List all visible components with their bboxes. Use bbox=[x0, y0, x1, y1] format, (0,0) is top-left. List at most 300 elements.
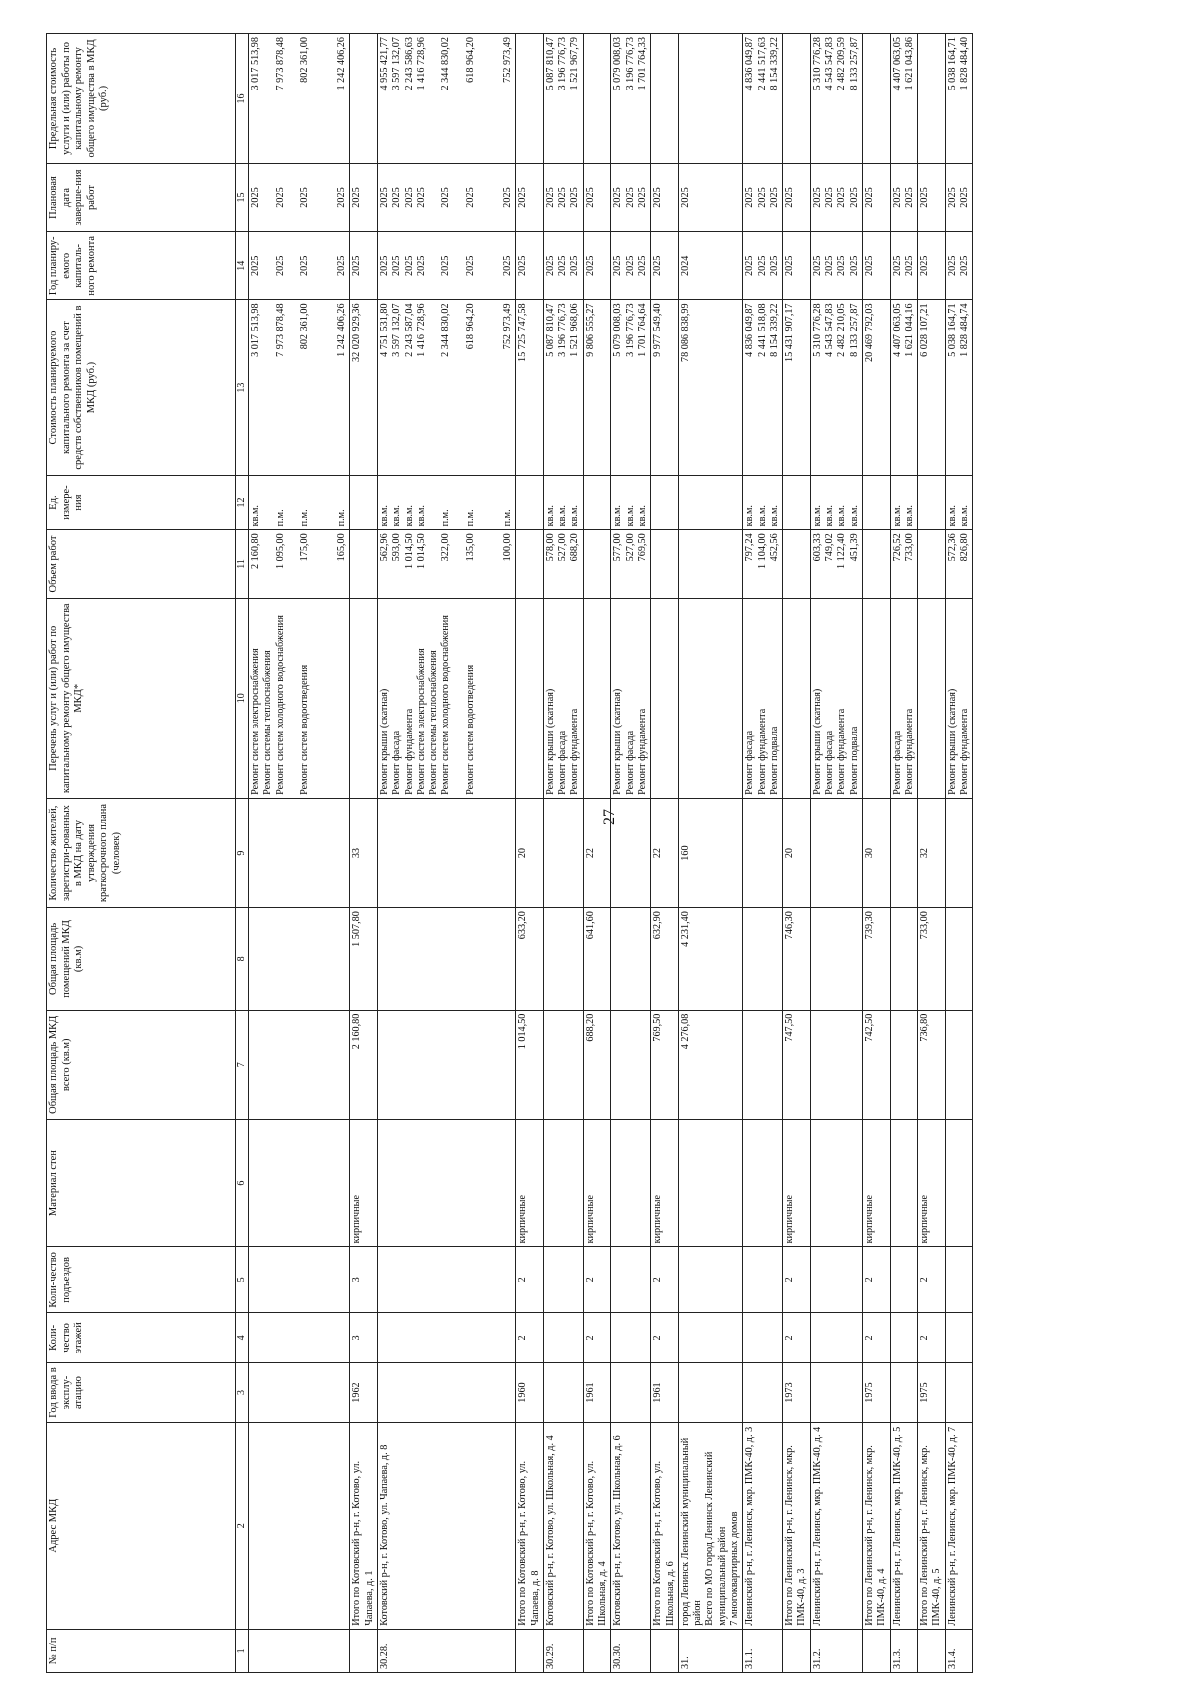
table-cell bbox=[810, 908, 862, 1010]
cell-line: 2025 bbox=[959, 255, 971, 276]
table-cell: 31.1. bbox=[743, 1629, 783, 1672]
header-cell: Материал стен bbox=[47, 1119, 236, 1246]
cell-line: 2025 bbox=[768, 255, 780, 276]
cell-line: Ремонт систем водоотведения bbox=[465, 664, 477, 795]
table-cell bbox=[862, 475, 890, 530]
table-cell: 20 bbox=[516, 798, 544, 907]
cell-line: 688,20 bbox=[569, 533, 581, 562]
table-cell bbox=[377, 300, 515, 475]
cell-line: 802 361,00 bbox=[299, 37, 311, 83]
column-number: 4 bbox=[236, 1313, 249, 1363]
table-cell: 2025 bbox=[918, 163, 946, 231]
cell-line bbox=[262, 37, 274, 160]
table-cell bbox=[810, 1363, 862, 1422]
table-cell bbox=[743, 1313, 783, 1363]
table-cell bbox=[611, 34, 651, 164]
table-cell: 2025 bbox=[651, 232, 679, 300]
table-cell bbox=[783, 530, 811, 598]
table-row bbox=[810, 34, 862, 1673]
cell-line: кв.м. bbox=[891, 505, 903, 527]
cell-line: Ремонт систем электроснабжения bbox=[415, 648, 427, 795]
cell-line: 5 079 008,03 bbox=[612, 303, 624, 357]
table-cell bbox=[945, 475, 973, 530]
cell-line bbox=[453, 533, 465, 594]
table-cell bbox=[543, 232, 583, 300]
cell-line: 5 038 164,71 bbox=[946, 303, 958, 357]
table-cell bbox=[611, 908, 651, 1010]
table-cell: 1975 bbox=[918, 1363, 946, 1422]
cell-line bbox=[311, 167, 323, 228]
cell-line: Ремонт крыши (скатная) bbox=[946, 688, 958, 795]
table-cell: 32 020 929,36 bbox=[350, 300, 378, 475]
cell-line: 5 038 164,71 bbox=[946, 37, 958, 91]
cell-line: 2025 bbox=[768, 187, 780, 208]
cell-line bbox=[324, 235, 336, 296]
column-number: 1 bbox=[236, 1629, 249, 1672]
cell-line: п.м. bbox=[501, 509, 513, 527]
table-cell bbox=[611, 475, 651, 530]
table-cell bbox=[678, 34, 742, 164]
cell-line: 2025 bbox=[811, 187, 823, 208]
table-cell bbox=[743, 598, 783, 798]
cell-line bbox=[262, 479, 274, 527]
table-cell: Итого по Котовский р-н, г. Котово, ул. Школьная, д. 4 bbox=[583, 1422, 611, 1629]
cell-line: 2025 bbox=[336, 255, 348, 276]
cell-line: п.м. bbox=[336, 509, 348, 527]
table-cell bbox=[377, 1247, 515, 1313]
cell-line: кв.м. bbox=[768, 505, 780, 527]
cell-line: 2025 bbox=[836, 255, 848, 276]
table-cell bbox=[377, 530, 515, 598]
table-cell: 20 469 792,03 bbox=[862, 300, 890, 475]
table-cell bbox=[743, 798, 783, 907]
cell-line: 2025 bbox=[946, 187, 958, 208]
cell-line bbox=[490, 479, 502, 527]
table-cell: 1961 bbox=[651, 1363, 679, 1422]
cell-line: 7 973 878,48 bbox=[274, 37, 286, 91]
column-number: 11 bbox=[236, 530, 249, 598]
table-cell bbox=[810, 300, 862, 475]
header-cell: № п/п bbox=[47, 1629, 236, 1672]
table-cell: 31.3. bbox=[890, 1629, 918, 1672]
table-cell: 747,50 bbox=[783, 1010, 811, 1119]
cell-line bbox=[262, 235, 274, 296]
cell-line: 2 160,80 bbox=[250, 533, 261, 569]
cell-line: 5 310 776,28 bbox=[811, 303, 823, 357]
cell-line bbox=[490, 533, 502, 594]
table-cell bbox=[516, 530, 544, 598]
table-cell bbox=[810, 232, 862, 300]
table-cell bbox=[945, 908, 973, 1010]
cell-line: 2025 bbox=[946, 255, 958, 276]
table-cell bbox=[543, 908, 583, 1010]
cell-line: 5 087 810,47 bbox=[544, 37, 556, 91]
cell-line: 1 828 484,74 bbox=[959, 303, 971, 357]
cell-line: 2 482 209,59 bbox=[836, 37, 848, 91]
table-cell bbox=[543, 163, 583, 231]
table-cell: 2025 bbox=[516, 232, 544, 300]
cell-line: 1 521 967,79 bbox=[569, 37, 581, 91]
table-cell bbox=[678, 1422, 742, 1629]
table-cell bbox=[611, 300, 651, 475]
cell-line: 8 154 339,22 bbox=[768, 303, 780, 357]
cell-line: 2025 bbox=[744, 187, 756, 208]
cell-line: 4 751 531,80 bbox=[378, 303, 390, 357]
cell-line: 618 964,20 bbox=[465, 37, 477, 83]
table-row-total bbox=[783, 34, 811, 1673]
cell-line bbox=[324, 303, 336, 471]
table-row bbox=[543, 34, 583, 1673]
cell-line: кв.м. bbox=[824, 505, 836, 527]
cell-line: кв.м. bbox=[636, 505, 648, 527]
cell-line: 2025 bbox=[250, 255, 261, 276]
cell-line: 1 242 406,26 bbox=[336, 37, 348, 91]
table-cell bbox=[249, 1313, 350, 1363]
table-cell: 1960 bbox=[516, 1363, 544, 1422]
table-cell bbox=[810, 598, 862, 798]
cell-line: 5 079 008,03 bbox=[612, 37, 624, 91]
cell-line: кв.м. bbox=[403, 505, 415, 527]
table-cell bbox=[651, 475, 679, 530]
table-cell: кирпичные bbox=[350, 1119, 378, 1246]
table-cell: Ленинский р-н, г. Ленинск, мкр. ПМК-40, д. 3 bbox=[743, 1422, 783, 1629]
cell-line: 797,24 bbox=[744, 533, 756, 562]
table-cell bbox=[783, 475, 811, 530]
cell-line: 1 828 484,40 bbox=[959, 37, 971, 91]
table-cell bbox=[583, 530, 611, 598]
table-cell bbox=[945, 34, 973, 164]
cell-line bbox=[490, 303, 502, 471]
cell-line: 3 196 776,73 bbox=[624, 303, 636, 357]
cell-line: Ремонт фундамента bbox=[569, 708, 581, 795]
cell-line bbox=[477, 37, 489, 160]
table-cell bbox=[516, 34, 544, 164]
table-cell bbox=[249, 300, 350, 475]
table-cell bbox=[350, 598, 378, 798]
table-cell bbox=[743, 908, 783, 1010]
table-cell: 2 bbox=[583, 1247, 611, 1313]
table-cell: 6 028 107,21 bbox=[918, 300, 946, 475]
cell-line: 322,00 bbox=[440, 533, 452, 562]
cell-line bbox=[324, 37, 336, 160]
column-number: 9 bbox=[236, 798, 249, 907]
cell-line bbox=[324, 533, 336, 594]
table-cell: 31. bbox=[678, 1629, 742, 1672]
cell-line: кв.м. bbox=[557, 505, 569, 527]
table-cell: 4 276,08 bbox=[678, 1010, 742, 1119]
table-cell bbox=[249, 34, 350, 164]
cell-line bbox=[490, 167, 502, 228]
table-cell: 15 431 907,17 bbox=[783, 300, 811, 475]
cell-line: 2 243 587,04 bbox=[403, 303, 415, 357]
table-cell: 15 725 747,58 bbox=[516, 300, 544, 475]
cell-line: 4 407 063,05 bbox=[891, 37, 903, 91]
table-cell bbox=[783, 1629, 811, 1672]
table-cell: 31.2. bbox=[810, 1629, 862, 1672]
cell-line: 1 701 764,33 bbox=[636, 37, 648, 91]
cell-line: 2025 bbox=[824, 187, 836, 208]
cell-line: п.м. bbox=[274, 509, 286, 527]
cell-line: кв.м. bbox=[391, 505, 403, 527]
table-cell bbox=[377, 1313, 515, 1363]
cell-line: 3 017 513,98 bbox=[250, 303, 261, 357]
cell-line: кв.м. bbox=[569, 505, 581, 527]
table-cell bbox=[543, 475, 583, 530]
cell-line: кв.м. bbox=[544, 505, 556, 527]
cell-line bbox=[477, 533, 489, 594]
table-cell bbox=[945, 1119, 973, 1246]
cell-line bbox=[477, 235, 489, 296]
header-cell: Ед. измере-ния bbox=[47, 475, 236, 530]
table-cell bbox=[890, 1119, 918, 1246]
table-cell bbox=[350, 34, 378, 164]
table-cell bbox=[945, 300, 973, 475]
cell-line: 2025 bbox=[391, 187, 403, 208]
cell-line: 1 521 968,06 bbox=[569, 303, 581, 357]
table-cell: кирпичные bbox=[516, 1119, 544, 1246]
table-cell bbox=[543, 1313, 583, 1363]
table-row bbox=[611, 34, 651, 1673]
cell-line: 7 многоквартирных домов bbox=[728, 1511, 740, 1626]
cell-line bbox=[477, 303, 489, 471]
table-cell: 742,50 bbox=[862, 1010, 890, 1119]
cell-line: кв.м. bbox=[250, 505, 261, 527]
table-cell bbox=[945, 232, 973, 300]
cell-line: 100,00 bbox=[501, 533, 513, 562]
cell-line: кв.м. bbox=[378, 505, 390, 527]
cell-line bbox=[490, 37, 502, 160]
cell-line: 1 621 043,86 bbox=[903, 37, 915, 91]
table-cell bbox=[377, 475, 515, 530]
header-cell: Общая площадь помещений МКД (кв.м) bbox=[47, 908, 236, 1010]
cell-line: 2025 bbox=[440, 187, 452, 208]
table-cell bbox=[810, 798, 862, 907]
table-cell bbox=[543, 1363, 583, 1422]
table-cell: 2 bbox=[516, 1313, 544, 1363]
cell-line: п.м. bbox=[465, 509, 477, 527]
table-cell: 2 bbox=[516, 1247, 544, 1313]
cell-line: Ремонт фасада bbox=[624, 730, 636, 795]
table-cell bbox=[249, 163, 350, 231]
table-cell bbox=[516, 598, 544, 798]
table-cell bbox=[651, 1629, 679, 1672]
cell-line: 577,00 bbox=[612, 533, 624, 562]
cell-line bbox=[453, 479, 465, 527]
table-row bbox=[890, 34, 918, 1673]
table-cell: Итого по Ленинский р-н, г. Ленинск, мкр. ПМК-40, д. 4 bbox=[862, 1422, 890, 1629]
cell-line bbox=[287, 235, 299, 296]
cell-line: 3 017 513,98 bbox=[250, 37, 261, 91]
table-cell bbox=[890, 232, 918, 300]
table-cell bbox=[651, 598, 679, 798]
table-cell: 1962 bbox=[350, 1363, 378, 1422]
cell-line: 527,00 bbox=[557, 533, 569, 562]
column-number: 13 bbox=[236, 300, 249, 475]
table-cell: Итого по Ленинский р-н, г. Ленинск, мкр. ПМК-40, д. 3 bbox=[783, 1422, 811, 1629]
cell-line: 2025 bbox=[378, 255, 390, 276]
capital-repair-table bbox=[46, 33, 973, 1673]
table-cell bbox=[543, 300, 583, 475]
cell-line: 802 361,00 bbox=[299, 303, 311, 350]
table-cell: 2025 bbox=[783, 232, 811, 300]
cell-line: Ремонт систем водоотведения bbox=[299, 664, 311, 795]
table-cell: 688,20 bbox=[583, 1010, 611, 1119]
cell-line: 618 964,20 bbox=[465, 303, 477, 350]
table-cell bbox=[377, 1363, 515, 1422]
table-row bbox=[945, 34, 973, 1673]
table-cell: 641,60 bbox=[583, 908, 611, 1010]
table-row-total bbox=[583, 34, 611, 1673]
cell-line: 1 701 764,64 bbox=[636, 303, 648, 357]
cell-line: Ремонт крыши (скатная) bbox=[612, 688, 624, 795]
column-number: 12 bbox=[236, 475, 249, 530]
table-cell: кирпичные bbox=[583, 1119, 611, 1246]
cell-line: 4 836 049,87 bbox=[744, 303, 756, 357]
table-row-total bbox=[862, 34, 890, 1673]
table-cell bbox=[678, 1119, 742, 1246]
header-cell: Общая площадь МКД всего (кв.м) bbox=[47, 1010, 236, 1119]
cell-line: 2025 bbox=[903, 255, 915, 276]
cell-line: 2025 bbox=[274, 187, 286, 208]
header-cell: Коли-чество подъездов bbox=[47, 1247, 236, 1313]
cell-line: 2025 bbox=[636, 187, 648, 208]
table-cell: Итого по Котовский р-н, г. Котово, ул. Школьная, д. 6 bbox=[651, 1422, 679, 1629]
cell-line: кв.м. bbox=[744, 505, 756, 527]
cell-line bbox=[262, 303, 274, 471]
cell-line bbox=[477, 167, 489, 228]
table-cell bbox=[377, 908, 515, 1010]
table-cell bbox=[611, 530, 651, 598]
cell-line: 2025 bbox=[903, 187, 915, 208]
page-number: 27 bbox=[601, 809, 618, 825]
table-cell bbox=[743, 475, 783, 530]
table-cell: 2 bbox=[583, 1313, 611, 1363]
cell-line: 2025 bbox=[403, 255, 415, 276]
cell-line: 2025 bbox=[891, 255, 903, 276]
cell-line: 2025 bbox=[624, 187, 636, 208]
cell-line: 2025 bbox=[501, 187, 513, 208]
table-cell: 733,00 bbox=[918, 908, 946, 1010]
cell-line: кв.м. bbox=[811, 505, 823, 527]
table-cell bbox=[743, 1010, 783, 1119]
table-cell: 1961 bbox=[583, 1363, 611, 1422]
cell-line: Ремонт фундамента bbox=[903, 708, 915, 795]
header-cell: Год планиру-емого капиталь-ного ремонта bbox=[47, 232, 236, 300]
table-cell: кирпичные bbox=[783, 1119, 811, 1246]
table-cell bbox=[743, 1119, 783, 1246]
table-cell: 746,30 bbox=[783, 908, 811, 1010]
table-cell bbox=[543, 530, 583, 598]
cell-line: 1 416 728,96 bbox=[415, 303, 427, 357]
table-cell bbox=[249, 232, 350, 300]
table-cell bbox=[611, 1010, 651, 1119]
table-row-total bbox=[350, 34, 378, 1673]
table-cell bbox=[918, 1629, 946, 1672]
cell-line: 165,00 bbox=[336, 533, 348, 562]
cell-line bbox=[428, 235, 440, 296]
cell-line: 2025 bbox=[501, 255, 513, 276]
header-cell: Количество жителей, зарегистри-рованных в МКД на дату утверждения краткосрочного плана (человек) bbox=[47, 798, 236, 907]
header-cell: Год ввода в эксплу-атацию bbox=[47, 1363, 236, 1422]
table-cell bbox=[611, 1363, 651, 1422]
table-cell: 30.28. bbox=[377, 1629, 515, 1672]
cell-line: кв.м. bbox=[624, 505, 636, 527]
table-cell: 2024 bbox=[678, 232, 742, 300]
cell-line bbox=[311, 479, 323, 527]
table-cell bbox=[583, 1629, 611, 1672]
table-cell: 30 bbox=[862, 798, 890, 907]
cell-line: кв.м. bbox=[959, 505, 971, 527]
cell-line bbox=[287, 533, 299, 594]
cell-line: п.м. bbox=[299, 509, 311, 527]
cell-line: 2 441 518,08 bbox=[756, 303, 768, 357]
table-cell bbox=[611, 798, 651, 907]
cell-line: 726,52 bbox=[891, 533, 903, 562]
cell-line: 2025 bbox=[544, 187, 556, 208]
table-cell bbox=[377, 1119, 515, 1246]
table-cell bbox=[583, 475, 611, 530]
cell-line bbox=[490, 235, 502, 296]
cell-line bbox=[311, 37, 323, 160]
table-cell: 9 806 555,27 bbox=[583, 300, 611, 475]
cell-line: 2025 bbox=[336, 187, 348, 208]
table-cell bbox=[543, 34, 583, 164]
cell-line: кв.м. bbox=[946, 505, 958, 527]
column-number: 10 bbox=[236, 598, 249, 798]
table-cell bbox=[611, 1247, 651, 1313]
cell-line bbox=[453, 303, 465, 471]
cell-line: 593,00 bbox=[391, 533, 403, 562]
cell-line: 752 973,49 bbox=[501, 303, 513, 350]
table-cell: 632,90 bbox=[651, 908, 679, 1010]
table-cell bbox=[810, 1247, 862, 1313]
cell-line: 2025 bbox=[612, 187, 624, 208]
cell-line: 3 196 776,73 bbox=[624, 37, 636, 91]
cell-line: 2025 bbox=[891, 187, 903, 208]
cell-line: Ремонт фундамента bbox=[959, 708, 971, 795]
table-cell: 2 bbox=[918, 1247, 946, 1313]
cell-line: 562,96 bbox=[378, 533, 390, 562]
cell-line: 1 621 044,16 bbox=[903, 303, 915, 357]
table-cell bbox=[543, 598, 583, 798]
table-cell: 769,50 bbox=[651, 1010, 679, 1119]
cell-line: Ремонт фасада bbox=[391, 730, 403, 795]
header-cell: Коли-чество этажей bbox=[47, 1313, 236, 1363]
table-cell: 2025 bbox=[862, 163, 890, 231]
table-cell bbox=[543, 798, 583, 907]
cell-line: 2025 bbox=[848, 255, 860, 276]
cell-line bbox=[287, 37, 299, 160]
table-cell bbox=[377, 598, 515, 798]
table-cell bbox=[890, 1010, 918, 1119]
cell-line: 2025 bbox=[959, 187, 971, 208]
table-row bbox=[678, 34, 742, 1673]
table-cell: 2025 bbox=[350, 232, 378, 300]
table-cell: 31.4. bbox=[945, 1629, 973, 1672]
table-cell bbox=[377, 232, 515, 300]
table-cell: Итого по Котовский р-н, г. Котово, ул. Чапаева, д. 8 bbox=[516, 1422, 544, 1629]
cell-line: 2025 bbox=[636, 255, 648, 276]
cell-line: Ремонт крыши (скатная) bbox=[811, 688, 823, 795]
table-cell bbox=[743, 34, 783, 164]
table-cell bbox=[350, 530, 378, 598]
table-cell bbox=[945, 1010, 973, 1119]
cell-line: 8 133 257,87 bbox=[848, 303, 860, 357]
table-cell bbox=[516, 475, 544, 530]
column-number: 3 bbox=[236, 1363, 249, 1422]
cell-line: Ремонт фасада bbox=[891, 730, 903, 795]
cell-line: Ремонт фундамента bbox=[836, 708, 848, 795]
